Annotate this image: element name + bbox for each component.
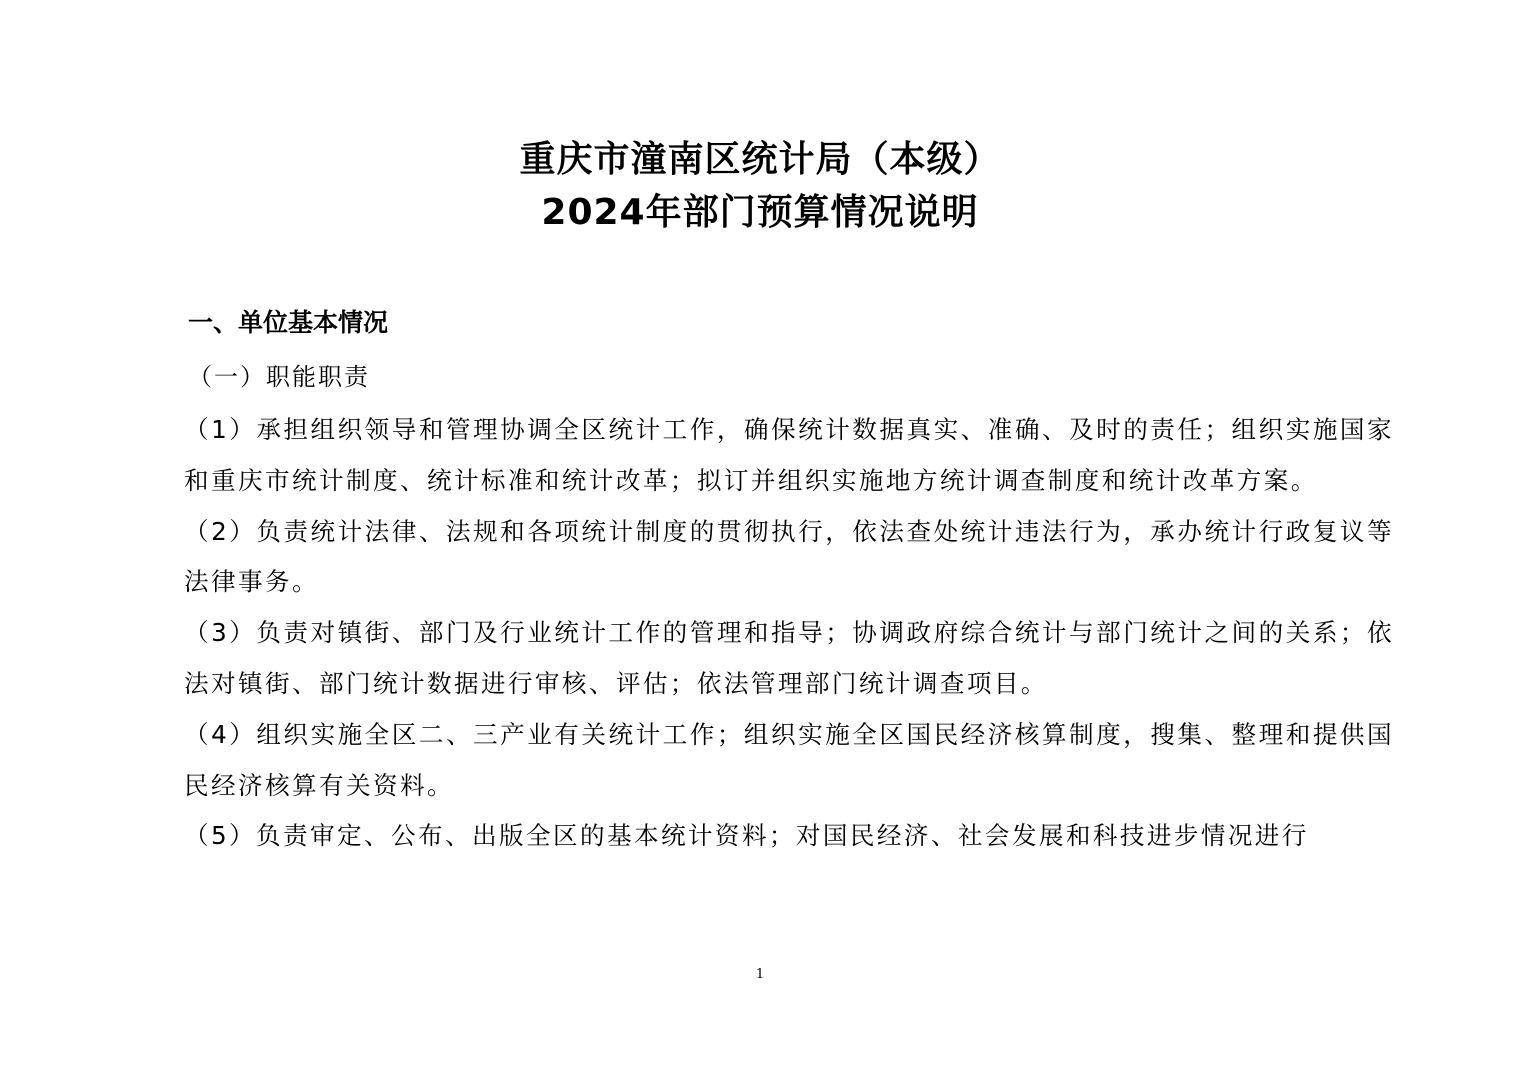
document-title-line-2: 2024年部门预算情况说明 bbox=[541, 192, 979, 233]
paragraph-duty-5: （5）负责审定、公布、出版全区的基本统计资料；对国民经济、社会发展和科技进步情况进行 bbox=[184, 821, 1309, 851]
paragraph-duty-3: （3）负责对镇街、部门及行业统计工作的管理和指导；协调政府综合统计与部门统计之间的关系；依法对镇街、部门统计数据进行审核、评估；依法管理部门统计调查项目。 bbox=[184, 618, 1394, 698]
paragraph-duty-2: （2）负责统计法律、法规和各项统计制度的贯彻执行，依法查处统计违法行为，承办统计行政复议等法律事务。 bbox=[184, 516, 1394, 597]
subsection-heading-duties: （一）职能职责 bbox=[188, 363, 370, 391]
paragraph-duty-4: （4）组织实施全区二、三产业有关统计工作；组织实施全区国民经济核算制度，搜集、整理和提供国民经济核算有关资料。 bbox=[184, 719, 1394, 800]
page-number: 1 bbox=[755, 967, 765, 982]
document-title-line-1: 重庆市潼南区统计局（本级） bbox=[519, 139, 1001, 180]
body-text bbox=[184, 405, 1394, 862]
section-heading-basic-info: 一、单位基本情况 bbox=[188, 308, 389, 337]
paragraph-duty-1: （1）承担组织领导和管理协调全区统计工作，确保统计数据真实、准确、及时的责任；组织实施国家和重庆市统计制度、统计标准和统计改革；拟订并组织实施地方统计调查制度和统计改革方案。 bbox=[184, 415, 1394, 495]
